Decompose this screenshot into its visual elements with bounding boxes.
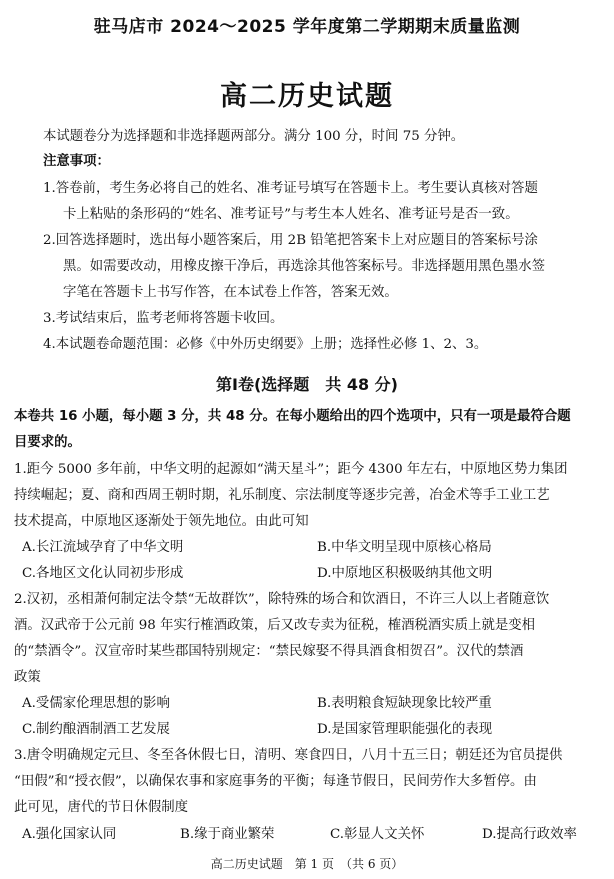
notice-line: 4.本试题卷命题范围：必修《中外历史纲要》上册；选择性必修 1、2、3。 <box>43 337 488 352</box>
section-intro-line: 本卷共 16 小题，每小题 3 分，共 48 分。在每小题给出的四个选项中，只有一项是最符合题 <box>14 409 571 424</box>
question-3-line: 此可见，唐代的节日休假制度 <box>14 800 189 815</box>
page-title: 高二历史试题 <box>220 81 394 112</box>
notice-heading: 注意事项： <box>43 154 110 169</box>
question-1-line: 技术提高，中原地区逐渐处于领先地位。由此可知 <box>14 514 309 529</box>
question-1-line: 持续崛起；夏、商和西周王朝时期，礼乐制度、宗法制度等逐步完善，冶金术等手工业工艺 <box>14 488 550 503</box>
question-2-line: 酒。汉武帝于公元前 98 年实行榷酒政策，后又改专卖为征税，榷酒税酒实质上就是变相 <box>14 618 536 633</box>
notice-line: 3.考试结束后，监考老师将答题卡收回。 <box>43 311 284 326</box>
question-3-option-c: C.彰显人文关怀 <box>330 827 425 842</box>
question-3-option-d: D.提高行政效率 <box>482 827 577 842</box>
question-3-line: “田假”和“授衣假”，以确保农事和家庭事务的平衡；每逢节假日，民间劳作大多暂停。由 <box>14 774 537 789</box>
exam-header: 驻马店市 2024～2025 学年度第二学期期末质量监测 <box>93 17 521 37</box>
question-1-line: 1.距今 5000 多年前，中华文明的起源如“满天星斗”；距今 4300 年左右，中原地区势力集团 <box>14 462 568 477</box>
notice-line: 黑。如需要改动，用橡皮擦干净后，再选涂其他答案标号。非选择题用黑色墨水签 <box>63 259 546 274</box>
question-3-option-b: B.缘于商业繁荣 <box>180 827 275 842</box>
question-2-option-c: C.制约酿酒制酒工艺发展 <box>22 722 170 737</box>
intro-text: 本试题卷分为选择题和非选择题两部分。满分 100 分，时间 75 分钟。 <box>43 129 465 144</box>
question-2-line: 2.汉初，丞相萧何制定法令禁“无故群饮”，除特殊的场合和饮酒日，不许三人以上者随意饮 <box>14 592 550 607</box>
notice-line: 字笔在答题卡上书写作答，在本试卷上作答，答案无效。 <box>63 285 398 300</box>
question-1-option-a: A.长江流域孕育了中华文明 <box>22 540 184 555</box>
question-2-line: 的“禁酒令”。汉宣帝时某些郡国特别规定：“禁民嫁娶不得具酒食相贺召”。汉代的禁酒 <box>14 644 524 659</box>
page-footer: 高二历史试题 第 1 页 （共 6 页） <box>210 857 404 871</box>
question-2-option-a: A.受儒家伦理思想的影响 <box>22 696 170 711</box>
notice-line: 卡上粘贴的条形码的“姓名、准考证号”与考生本人姓名、准考证号是否一致。 <box>63 207 519 222</box>
question-2-line: 政策 <box>14 670 41 685</box>
section-intro-line: 目要求的。 <box>14 435 81 450</box>
section-title: 第Ⅰ卷(选择题 共 48 分) <box>216 375 398 394</box>
question-3-option-a: A.强化国家认同 <box>22 827 117 842</box>
question-2-option-b: B.表明粮食短缺现象比较严重 <box>317 696 492 711</box>
question-3-line: 3.唐令明确规定元旦、冬至各休假七日，清明、寒食四日，八月十五三日；朝廷还为官员提供 <box>14 748 563 763</box>
notice-line: 1.答卷前，考生务必将自己的姓名、准考证号填写在答题卡上。考生要认真核对答题 <box>43 181 538 196</box>
question-1-option-b: B.中华文明呈现中原核心格局 <box>317 540 492 555</box>
question-2-option-d: D.是国家管理职能强化的表现 <box>317 722 493 737</box>
question-1-option-c: C.各地区文化认同初步形成 <box>22 566 184 581</box>
notice-line: 2.回答选择题时，选出每小题答案后，用 2B 铅笔把答案卡上对应题目的答案标号涂 <box>43 233 538 248</box>
question-1-option-d: D.中原地区积极吸纳其他文明 <box>317 566 493 581</box>
